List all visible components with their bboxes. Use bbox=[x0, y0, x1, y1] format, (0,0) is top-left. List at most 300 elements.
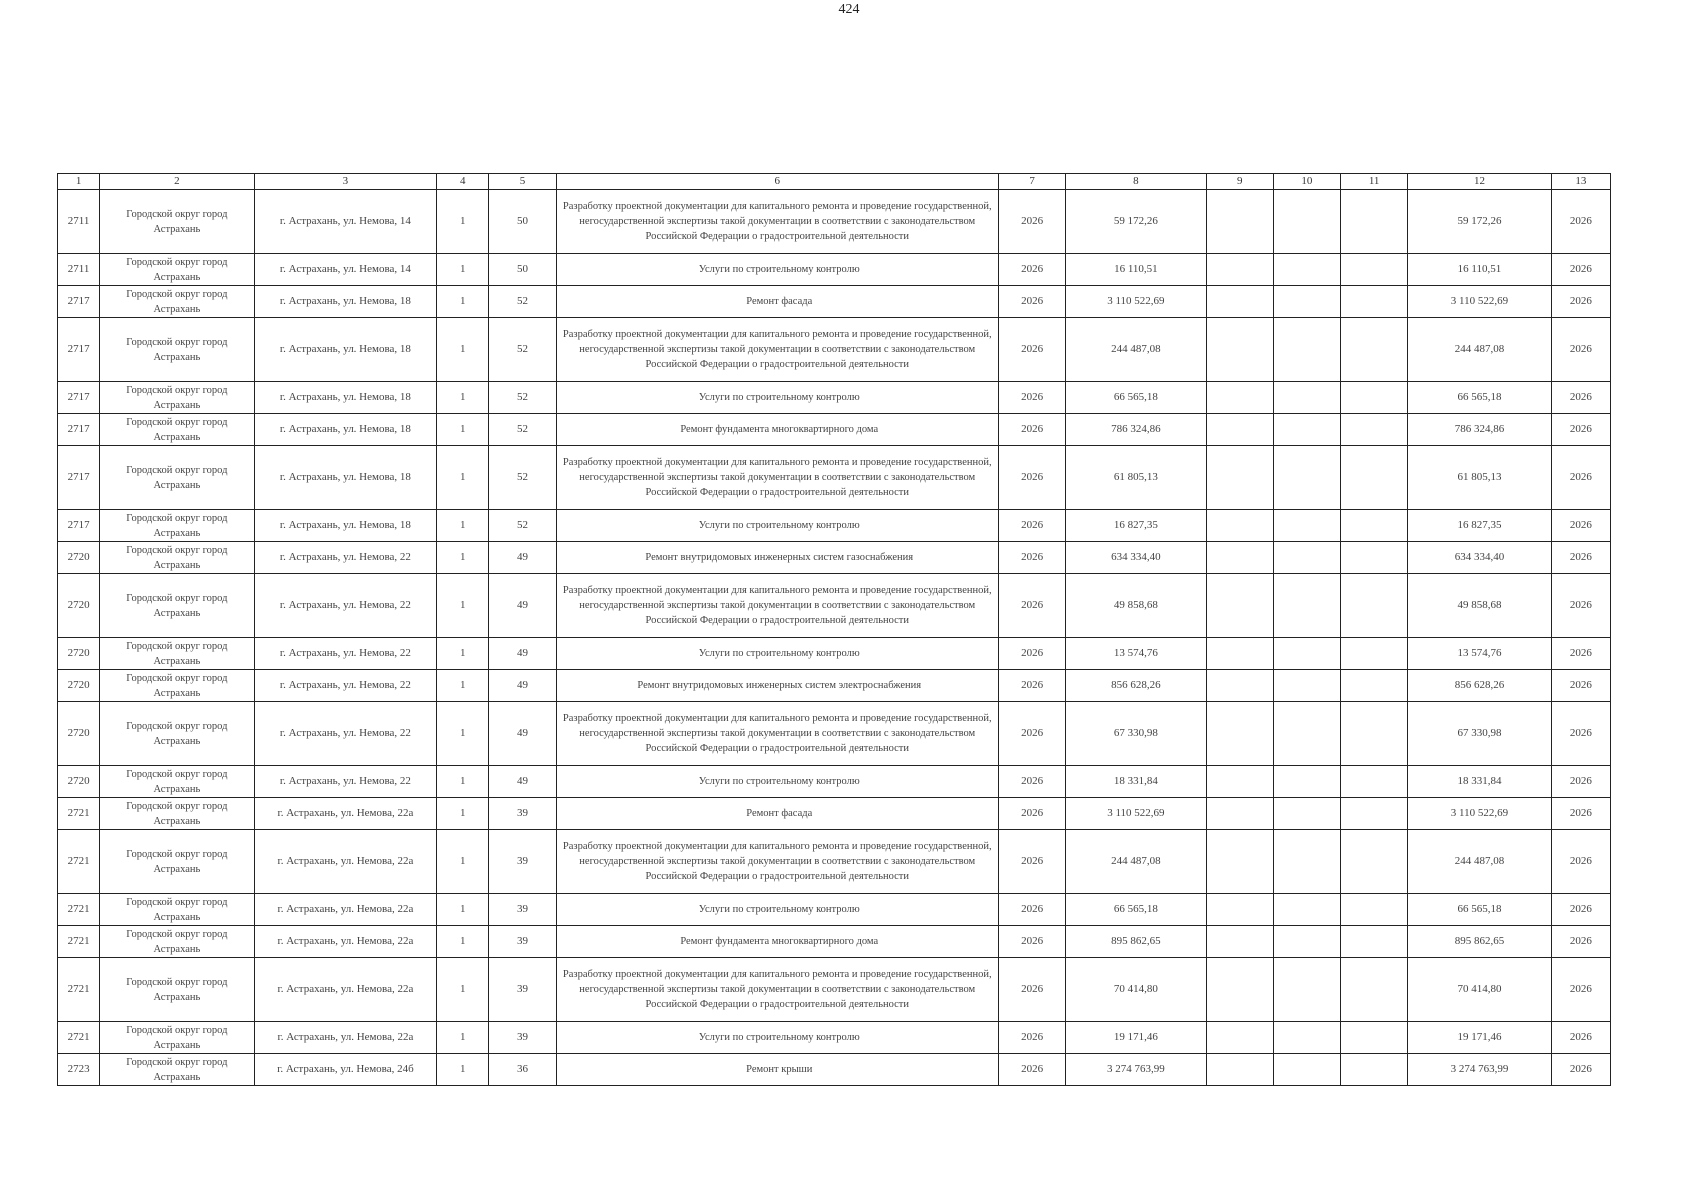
cell-work-type: Разработку проектной документации для капитального ремонта и проведение государственной, негосударственной экспертизы такой документации в соответствии с законодательством Российской Федерации о градостроительной деятельности bbox=[556, 574, 998, 638]
column-number-row bbox=[58, 174, 1611, 190]
col-header: 10 bbox=[1273, 174, 1340, 190]
cell-address: г. Астрахань, ул. Немова, 22 bbox=[254, 638, 437, 670]
cell-planned-year: 2026 bbox=[998, 894, 1065, 926]
cell-fund-2 bbox=[1273, 254, 1340, 286]
cell-planned-year: 2026 bbox=[998, 1022, 1065, 1054]
cell-work-type: Разработку проектной документации для капитального ремонта и проведение государственной, негосударственной экспертизы такой документации в соответствии с законодательством Российской Федерации о градостроительной деятельности bbox=[556, 318, 998, 382]
col-header: 12 bbox=[1408, 174, 1551, 190]
table-row bbox=[58, 638, 1611, 670]
cell-total-cost: 66 565,18 bbox=[1066, 894, 1206, 926]
cell-planned-year: 2026 bbox=[998, 414, 1065, 446]
cell-municipality: Городской округ город Астрахань bbox=[100, 286, 254, 318]
cell-fund-3 bbox=[1341, 1022, 1408, 1054]
cell-work-type: Ремонт крыши bbox=[556, 1054, 998, 1086]
cell-work-type: Услуги по строительному контролю bbox=[556, 894, 998, 926]
cell-fund-2 bbox=[1273, 798, 1340, 830]
cell-municipality: Городской округ город Астрахань bbox=[100, 446, 254, 510]
cell-apartments: 52 bbox=[489, 318, 556, 382]
cell-count: 1 bbox=[437, 286, 489, 318]
cell-end-year: 2026 bbox=[1551, 574, 1610, 638]
cell-count: 1 bbox=[437, 190, 489, 254]
cell-fund-owners: 70 414,80 bbox=[1408, 958, 1551, 1022]
cell-fund-3 bbox=[1341, 1054, 1408, 1086]
table-row bbox=[58, 286, 1611, 318]
cell-total-cost: 244 487,08 bbox=[1066, 830, 1206, 894]
cell-apartments: 49 bbox=[489, 574, 556, 638]
cell-fund-3 bbox=[1341, 414, 1408, 446]
cell-fund-2 bbox=[1273, 638, 1340, 670]
cell-fund-1 bbox=[1206, 638, 1273, 670]
cell-planned-year: 2026 bbox=[998, 926, 1065, 958]
cell-row-id: 2721 bbox=[58, 926, 100, 958]
cell-fund-2 bbox=[1273, 446, 1340, 510]
cell-end-year: 2026 bbox=[1551, 286, 1610, 318]
cell-total-cost: 13 574,76 bbox=[1066, 638, 1206, 670]
cell-work-type: Услуги по строительному контролю bbox=[556, 254, 998, 286]
cell-fund-owners: 3 110 522,69 bbox=[1408, 286, 1551, 318]
cell-fund-1 bbox=[1206, 1022, 1273, 1054]
cell-municipality: Городской округ город Астрахань bbox=[100, 830, 254, 894]
cell-fund-1 bbox=[1206, 382, 1273, 414]
table-row bbox=[58, 798, 1611, 830]
cell-fund-owners: 856 628,26 bbox=[1408, 670, 1551, 702]
cell-apartments: 49 bbox=[489, 638, 556, 670]
cell-total-cost: 49 858,68 bbox=[1066, 574, 1206, 638]
cell-total-cost: 19 171,46 bbox=[1066, 1022, 1206, 1054]
cell-fund-owners: 3 110 522,69 bbox=[1408, 798, 1551, 830]
cell-municipality: Городской округ город Астрахань bbox=[100, 670, 254, 702]
cell-row-id: 2720 bbox=[58, 702, 100, 766]
cell-fund-3 bbox=[1341, 318, 1408, 382]
cell-work-type: Ремонт внутридомовых инженерных систем электроснабжения bbox=[556, 670, 998, 702]
cell-fund-owners: 67 330,98 bbox=[1408, 702, 1551, 766]
cell-end-year: 2026 bbox=[1551, 798, 1610, 830]
cell-fund-1 bbox=[1206, 670, 1273, 702]
col-header: 3 bbox=[254, 174, 437, 190]
cell-address: г. Астрахань, ул. Немова, 18 bbox=[254, 382, 437, 414]
cell-work-type: Разработку проектной документации для капитального ремонта и проведение государственной, негосударственной экспертизы такой документации в соответствии с законодательством Российской Федерации о градостроительной деятельности bbox=[556, 702, 998, 766]
cell-end-year: 2026 bbox=[1551, 830, 1610, 894]
cell-fund-owners: 66 565,18 bbox=[1408, 382, 1551, 414]
cell-fund-owners: 634 334,40 bbox=[1408, 542, 1551, 574]
cell-apartments: 49 bbox=[489, 542, 556, 574]
cell-address: г. Астрахань, ул. Немова, 22а bbox=[254, 926, 437, 958]
cell-count: 1 bbox=[437, 958, 489, 1022]
cell-planned-year: 2026 bbox=[998, 830, 1065, 894]
cell-count: 1 bbox=[437, 638, 489, 670]
cell-fund-3 bbox=[1341, 382, 1408, 414]
cell-fund-2 bbox=[1273, 766, 1340, 798]
cell-work-type: Услуги по строительному контролю bbox=[556, 638, 998, 670]
cell-planned-year: 2026 bbox=[998, 190, 1065, 254]
cell-total-cost: 16 827,35 bbox=[1066, 510, 1206, 542]
cell-fund-3 bbox=[1341, 254, 1408, 286]
cell-end-year: 2026 bbox=[1551, 318, 1610, 382]
cell-municipality: Городской округ город Астрахань bbox=[100, 702, 254, 766]
cell-apartments: 49 bbox=[489, 670, 556, 702]
cell-planned-year: 2026 bbox=[998, 638, 1065, 670]
col-header: 6 bbox=[556, 174, 998, 190]
cell-planned-year: 2026 bbox=[998, 766, 1065, 798]
cell-work-type: Разработку проектной документации для капитального ремонта и проведение государственной, негосударственной экспертизы такой документации в соответствии с законодательством Российской Федерации о градостроительной деятельности bbox=[556, 830, 998, 894]
cell-fund-owners: 13 574,76 bbox=[1408, 638, 1551, 670]
cell-count: 1 bbox=[437, 574, 489, 638]
cell-fund-3 bbox=[1341, 798, 1408, 830]
cell-total-cost: 70 414,80 bbox=[1066, 958, 1206, 1022]
cell-row-id: 2711 bbox=[58, 190, 100, 254]
cell-fund-2 bbox=[1273, 382, 1340, 414]
table-row bbox=[58, 926, 1611, 958]
cell-row-id: 2717 bbox=[58, 446, 100, 510]
cell-planned-year: 2026 bbox=[998, 798, 1065, 830]
cell-fund-1 bbox=[1206, 446, 1273, 510]
cell-fund-3 bbox=[1341, 702, 1408, 766]
cell-apartments: 50 bbox=[489, 254, 556, 286]
cell-end-year: 2026 bbox=[1551, 926, 1610, 958]
cell-end-year: 2026 bbox=[1551, 1054, 1610, 1086]
cell-count: 1 bbox=[437, 1054, 489, 1086]
cell-planned-year: 2026 bbox=[998, 318, 1065, 382]
cell-municipality: Городской округ город Астрахань bbox=[100, 574, 254, 638]
col-header: 7 bbox=[998, 174, 1065, 190]
cell-fund-1 bbox=[1206, 286, 1273, 318]
cell-row-id: 2717 bbox=[58, 382, 100, 414]
cell-total-cost: 3 274 763,99 bbox=[1066, 1054, 1206, 1086]
cell-fund-1 bbox=[1206, 542, 1273, 574]
table-row bbox=[58, 254, 1611, 286]
cell-address: г. Астрахань, ул. Немова, 14 bbox=[254, 190, 437, 254]
cell-total-cost: 59 172,26 bbox=[1066, 190, 1206, 254]
cell-row-id: 2720 bbox=[58, 766, 100, 798]
cell-row-id: 2721 bbox=[58, 830, 100, 894]
table-row bbox=[58, 670, 1611, 702]
cell-fund-1 bbox=[1206, 414, 1273, 446]
cell-apartments: 52 bbox=[489, 446, 556, 510]
cell-row-id: 2721 bbox=[58, 1022, 100, 1054]
table-row bbox=[58, 382, 1611, 414]
cell-count: 1 bbox=[437, 510, 489, 542]
cell-total-cost: 16 110,51 bbox=[1066, 254, 1206, 286]
cell-work-type: Ремонт фасада bbox=[556, 798, 998, 830]
cell-apartments: 52 bbox=[489, 382, 556, 414]
cell-work-type: Ремонт фундамента многоквартирного дома bbox=[556, 926, 998, 958]
table-row bbox=[58, 510, 1611, 542]
cell-end-year: 2026 bbox=[1551, 510, 1610, 542]
cell-fund-owners: 66 565,18 bbox=[1408, 894, 1551, 926]
cell-work-type: Услуги по строительному контролю bbox=[556, 1022, 998, 1054]
cell-fund-1 bbox=[1206, 190, 1273, 254]
cell-work-type: Разработку проектной документации для капитального ремонта и проведение государственной, негосударственной экспертизы такой документации в соответствии с законодательством Российской Федерации о градостроительной деятельности bbox=[556, 190, 998, 254]
cell-end-year: 2026 bbox=[1551, 894, 1610, 926]
cell-apartments: 49 bbox=[489, 702, 556, 766]
col-header: 9 bbox=[1206, 174, 1273, 190]
cell-fund-3 bbox=[1341, 894, 1408, 926]
cell-fund-3 bbox=[1341, 510, 1408, 542]
cell-count: 1 bbox=[437, 766, 489, 798]
cell-work-type: Разработку проектной документации для капитального ремонта и проведение государственной, негосударственной экспертизы такой документации в соответствии с законодательством Российской Федерации о градостроительной деятельности bbox=[556, 958, 998, 1022]
cell-end-year: 2026 bbox=[1551, 638, 1610, 670]
cell-planned-year: 2026 bbox=[998, 958, 1065, 1022]
cell-fund-owners: 59 172,26 bbox=[1408, 190, 1551, 254]
cell-planned-year: 2026 bbox=[998, 542, 1065, 574]
cell-address: г. Астрахань, ул. Немова, 18 bbox=[254, 510, 437, 542]
cell-apartments: 39 bbox=[489, 830, 556, 894]
cell-total-cost: 244 487,08 bbox=[1066, 318, 1206, 382]
cell-planned-year: 2026 bbox=[998, 286, 1065, 318]
cell-address: г. Астрахань, ул. Немова, 22 bbox=[254, 574, 437, 638]
cell-count: 1 bbox=[437, 446, 489, 510]
cell-address: г. Астрахань, ул. Немова, 14 bbox=[254, 254, 437, 286]
table-body bbox=[58, 190, 1611, 1086]
cell-work-type: Ремонт фасада bbox=[556, 286, 998, 318]
cell-total-cost: 61 805,13 bbox=[1066, 446, 1206, 510]
cell-fund-2 bbox=[1273, 894, 1340, 926]
cell-work-type: Услуги по строительному контролю bbox=[556, 510, 998, 542]
cell-fund-2 bbox=[1273, 1022, 1340, 1054]
cell-fund-1 bbox=[1206, 798, 1273, 830]
cell-municipality: Городской округ город Астрахань bbox=[100, 894, 254, 926]
cell-fund-2 bbox=[1273, 926, 1340, 958]
cell-planned-year: 2026 bbox=[998, 670, 1065, 702]
col-header: 2 bbox=[100, 174, 254, 190]
capital-repair-table bbox=[57, 173, 1611, 1086]
cell-count: 1 bbox=[437, 318, 489, 382]
cell-fund-1 bbox=[1206, 830, 1273, 894]
cell-row-id: 2720 bbox=[58, 638, 100, 670]
cell-fund-2 bbox=[1273, 414, 1340, 446]
col-header: 8 bbox=[1066, 174, 1206, 190]
cell-municipality: Городской округ город Астрахань bbox=[100, 542, 254, 574]
cell-municipality: Городской округ город Астрахань bbox=[100, 190, 254, 254]
cell-address: г. Астрахань, ул. Немова, 18 bbox=[254, 286, 437, 318]
cell-apartments: 39 bbox=[489, 958, 556, 1022]
cell-municipality: Городской округ город Астрахань bbox=[100, 510, 254, 542]
cell-fund-owners: 244 487,08 bbox=[1408, 318, 1551, 382]
cell-municipality: Городской округ город Астрахань bbox=[100, 638, 254, 670]
cell-end-year: 2026 bbox=[1551, 254, 1610, 286]
cell-fund-2 bbox=[1273, 958, 1340, 1022]
col-header: 5 bbox=[489, 174, 556, 190]
cell-total-cost: 66 565,18 bbox=[1066, 382, 1206, 414]
cell-address: г. Астрахань, ул. Немова, 18 bbox=[254, 446, 437, 510]
cell-end-year: 2026 bbox=[1551, 414, 1610, 446]
table-row bbox=[58, 958, 1611, 1022]
cell-count: 1 bbox=[437, 798, 489, 830]
cell-address: г. Астрахань, ул. Немова, 18 bbox=[254, 318, 437, 382]
cell-apartments: 39 bbox=[489, 894, 556, 926]
cell-end-year: 2026 bbox=[1551, 190, 1610, 254]
cell-fund-1 bbox=[1206, 254, 1273, 286]
cell-work-type: Услуги по строительному контролю bbox=[556, 766, 998, 798]
cell-count: 1 bbox=[437, 382, 489, 414]
col-header: 4 bbox=[437, 174, 489, 190]
cell-row-id: 2717 bbox=[58, 286, 100, 318]
cell-work-type: Разработку проектной документации для капитального ремонта и проведение государственной, негосударственной экспертизы такой документации в соответствии с законодательством Российской Федерации о градостроительной деятельности bbox=[556, 446, 998, 510]
cell-fund-1 bbox=[1206, 894, 1273, 926]
cell-end-year: 2026 bbox=[1551, 702, 1610, 766]
cell-fund-2 bbox=[1273, 510, 1340, 542]
table-row bbox=[58, 318, 1611, 382]
col-header: 1 bbox=[58, 174, 100, 190]
table-row bbox=[58, 446, 1611, 510]
cell-fund-2 bbox=[1273, 190, 1340, 254]
table-row bbox=[58, 766, 1611, 798]
cell-fund-owners: 244 487,08 bbox=[1408, 830, 1551, 894]
cell-fund-3 bbox=[1341, 286, 1408, 318]
cell-fund-2 bbox=[1273, 670, 1340, 702]
page-number: 424 bbox=[838, 2, 860, 17]
cell-planned-year: 2026 bbox=[998, 254, 1065, 286]
cell-planned-year: 2026 bbox=[998, 1054, 1065, 1086]
cell-fund-3 bbox=[1341, 958, 1408, 1022]
cell-planned-year: 2026 bbox=[998, 510, 1065, 542]
table-row bbox=[58, 1022, 1611, 1054]
table-row bbox=[58, 574, 1611, 638]
cell-address: г. Астрахань, ул. Немова, 22а bbox=[254, 894, 437, 926]
cell-fund-3 bbox=[1341, 446, 1408, 510]
cell-fund-3 bbox=[1341, 542, 1408, 574]
cell-planned-year: 2026 bbox=[998, 702, 1065, 766]
cell-end-year: 2026 bbox=[1551, 542, 1610, 574]
cell-fund-2 bbox=[1273, 286, 1340, 318]
cell-fund-1 bbox=[1206, 766, 1273, 798]
cell-apartments: 52 bbox=[489, 286, 556, 318]
cell-address: г. Астрахань, ул. Немова, 22 bbox=[254, 542, 437, 574]
cell-count: 1 bbox=[437, 542, 489, 574]
cell-fund-1 bbox=[1206, 574, 1273, 638]
cell-total-cost: 67 330,98 bbox=[1066, 702, 1206, 766]
cell-total-cost: 786 324,86 bbox=[1066, 414, 1206, 446]
cell-end-year: 2026 bbox=[1551, 670, 1610, 702]
cell-row-id: 2717 bbox=[58, 318, 100, 382]
cell-fund-owners: 786 324,86 bbox=[1408, 414, 1551, 446]
cell-fund-owners: 895 862,65 bbox=[1408, 926, 1551, 958]
cell-fund-3 bbox=[1341, 766, 1408, 798]
cell-work-type: Ремонт фундамента многоквартирного дома bbox=[556, 414, 998, 446]
cell-address: г. Астрахань, ул. Немова, 22а bbox=[254, 798, 437, 830]
cell-municipality: Городской округ город Астрахань bbox=[100, 926, 254, 958]
cell-address: г. Астрахань, ул. Немова, 22а bbox=[254, 1022, 437, 1054]
cell-fund-owners: 16 110,51 bbox=[1408, 254, 1551, 286]
cell-apartments: 39 bbox=[489, 926, 556, 958]
cell-fund-2 bbox=[1273, 574, 1340, 638]
cell-row-id: 2723 bbox=[58, 1054, 100, 1086]
cell-count: 1 bbox=[437, 926, 489, 958]
cell-planned-year: 2026 bbox=[998, 382, 1065, 414]
cell-municipality: Городской округ город Астрахань bbox=[100, 798, 254, 830]
cell-apartments: 39 bbox=[489, 1022, 556, 1054]
cell-total-cost: 3 110 522,69 bbox=[1066, 798, 1206, 830]
cell-fund-3 bbox=[1341, 670, 1408, 702]
cell-row-id: 2721 bbox=[58, 798, 100, 830]
cell-count: 1 bbox=[437, 702, 489, 766]
cell-fund-2 bbox=[1273, 542, 1340, 574]
cell-count: 1 bbox=[437, 894, 489, 926]
cell-total-cost: 895 862,65 bbox=[1066, 926, 1206, 958]
cell-municipality: Городской округ город Астрахань bbox=[100, 254, 254, 286]
cell-fund-owners: 61 805,13 bbox=[1408, 446, 1551, 510]
cell-municipality: Городской округ город Астрахань bbox=[100, 318, 254, 382]
cell-work-type: Ремонт внутридомовых инженерных систем газоснабжения bbox=[556, 542, 998, 574]
table-row bbox=[58, 894, 1611, 926]
cell-row-id: 2717 bbox=[58, 510, 100, 542]
cell-municipality: Городской округ город Астрахань bbox=[100, 958, 254, 1022]
table-row bbox=[58, 702, 1611, 766]
cell-row-id: 2720 bbox=[58, 542, 100, 574]
cell-address: г. Астрахань, ул. Немова, 22а bbox=[254, 830, 437, 894]
table-row bbox=[58, 190, 1611, 254]
cell-fund-1 bbox=[1206, 702, 1273, 766]
cell-row-id: 2717 bbox=[58, 414, 100, 446]
cell-apartments: 52 bbox=[489, 510, 556, 542]
table-row bbox=[58, 542, 1611, 574]
cell-count: 1 bbox=[437, 670, 489, 702]
cell-address: г. Астрахань, ул. Немова, 22 bbox=[254, 766, 437, 798]
cell-address: г. Астрахань, ул. Немова, 22 bbox=[254, 702, 437, 766]
col-header: 11 bbox=[1341, 174, 1408, 190]
table-row bbox=[58, 830, 1611, 894]
cell-fund-3 bbox=[1341, 926, 1408, 958]
cell-row-id: 2721 bbox=[58, 894, 100, 926]
cell-end-year: 2026 bbox=[1551, 766, 1610, 798]
cell-fund-owners: 3 274 763,99 bbox=[1408, 1054, 1551, 1086]
cell-end-year: 2026 bbox=[1551, 958, 1610, 1022]
cell-apartments: 52 bbox=[489, 414, 556, 446]
cell-fund-2 bbox=[1273, 702, 1340, 766]
cell-end-year: 2026 bbox=[1551, 1022, 1610, 1054]
cell-apartments: 50 bbox=[489, 190, 556, 254]
cell-fund-3 bbox=[1341, 190, 1408, 254]
table-row bbox=[58, 1054, 1611, 1086]
cell-fund-1 bbox=[1206, 510, 1273, 542]
cell-total-cost: 3 110 522,69 bbox=[1066, 286, 1206, 318]
cell-fund-1 bbox=[1206, 926, 1273, 958]
cell-row-id: 2720 bbox=[58, 670, 100, 702]
cell-end-year: 2026 bbox=[1551, 446, 1610, 510]
cell-planned-year: 2026 bbox=[998, 574, 1065, 638]
cell-work-type: Услуги по строительному контролю bbox=[556, 382, 998, 414]
cell-fund-2 bbox=[1273, 830, 1340, 894]
cell-apartments: 39 bbox=[489, 798, 556, 830]
cell-row-id: 2721 bbox=[58, 958, 100, 1022]
cell-fund-2 bbox=[1273, 1054, 1340, 1086]
cell-fund-1 bbox=[1206, 1054, 1273, 1086]
cell-municipality: Городской округ город Астрахань bbox=[100, 1054, 254, 1086]
cell-row-id: 2711 bbox=[58, 254, 100, 286]
cell-fund-2 bbox=[1273, 318, 1340, 382]
col-header: 13 bbox=[1551, 174, 1610, 190]
cell-municipality: Городской округ город Астрахань bbox=[100, 1022, 254, 1054]
cell-fund-3 bbox=[1341, 830, 1408, 894]
cell-fund-owners: 16 827,35 bbox=[1408, 510, 1551, 542]
cell-fund-owners: 18 331,84 bbox=[1408, 766, 1551, 798]
cell-planned-year: 2026 bbox=[998, 446, 1065, 510]
cell-total-cost: 634 334,40 bbox=[1066, 542, 1206, 574]
cell-address: г. Астрахань, ул. Немова, 24б bbox=[254, 1054, 437, 1086]
cell-municipality: Городской округ город Астрахань bbox=[100, 382, 254, 414]
cell-apartments: 36 bbox=[489, 1054, 556, 1086]
cell-fund-owners: 19 171,46 bbox=[1408, 1022, 1551, 1054]
cell-address: г. Астрахань, ул. Немова, 22 bbox=[254, 670, 437, 702]
cell-total-cost: 856 628,26 bbox=[1066, 670, 1206, 702]
cell-count: 1 bbox=[437, 830, 489, 894]
cell-address: г. Астрахань, ул. Немова, 18 bbox=[254, 414, 437, 446]
cell-fund-1 bbox=[1206, 958, 1273, 1022]
cell-count: 1 bbox=[437, 254, 489, 286]
cell-apartments: 49 bbox=[489, 766, 556, 798]
cell-end-year: 2026 bbox=[1551, 382, 1610, 414]
cell-fund-3 bbox=[1341, 638, 1408, 670]
